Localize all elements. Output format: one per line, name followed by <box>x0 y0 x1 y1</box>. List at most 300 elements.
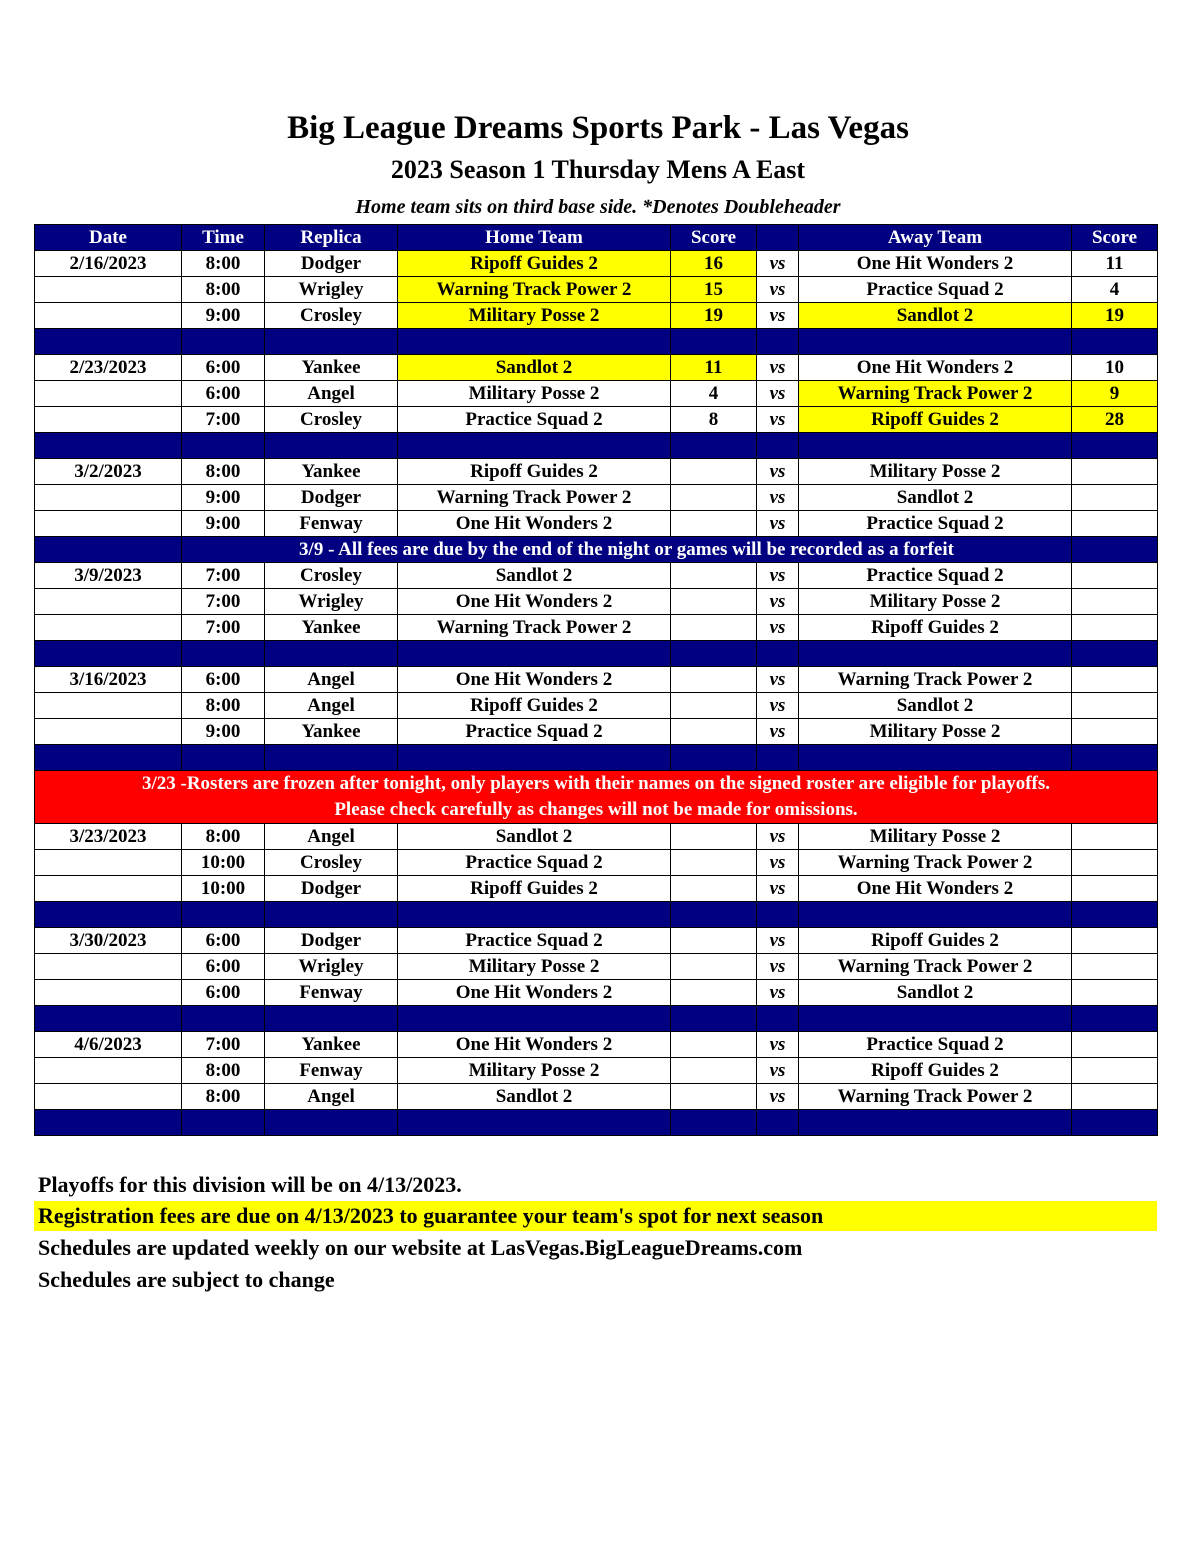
separator-cell <box>182 641 265 667</box>
header-replica: Replica <box>265 225 398 251</box>
time-cell: 6:00 <box>182 928 265 954</box>
time-cell: 6:00 <box>182 381 265 407</box>
date-cell: 2/16/2023 <box>35 251 182 277</box>
home-score-cell: 8 <box>671 407 757 433</box>
date-cell: 3/23/2023 <box>35 824 182 850</box>
separator-cell <box>398 745 671 771</box>
separator-cell <box>757 745 799 771</box>
date-cell <box>35 589 182 615</box>
replica-cell: Angel <box>265 693 398 719</box>
away-team-cell: One Hit Wonders 2 <box>799 355 1072 381</box>
header-time: Time <box>182 225 265 251</box>
vs-cell: vs <box>757 511 799 537</box>
table-row <box>35 954 1158 980</box>
away-team-cell: Warning Track Power 2 <box>799 954 1072 980</box>
away-team-cell: Warning Track Power 2 <box>799 381 1072 407</box>
home-team-cell: Ripoff Guides 2 <box>398 876 671 902</box>
separator-cell <box>671 1110 757 1136</box>
table-row <box>35 407 1158 433</box>
separator-cell <box>671 433 757 459</box>
away-score-cell <box>1072 824 1158 850</box>
away-score-cell: 11 <box>1072 251 1158 277</box>
separator-cell <box>182 433 265 459</box>
date-cell <box>35 980 182 1006</box>
home-score-cell <box>671 511 757 537</box>
vs-cell: vs <box>757 355 799 381</box>
separator-cell <box>35 641 182 667</box>
date-cell <box>35 615 182 641</box>
schedule-body <box>35 251 1158 1136</box>
home-team-cell: Ripoff Guides 2 <box>398 251 671 277</box>
separator-cell <box>757 902 799 928</box>
replica-cell: Yankee <box>265 355 398 381</box>
vs-cell: vs <box>757 1084 799 1110</box>
away-score-cell <box>1072 693 1158 719</box>
vs-cell: vs <box>757 277 799 303</box>
away-team-cell: One Hit Wonders 2 <box>799 251 1072 277</box>
separator-cell <box>757 433 799 459</box>
table-row <box>35 511 1158 537</box>
separator-cell <box>757 1110 799 1136</box>
separator-cell <box>799 641 1072 667</box>
away-score-cell <box>1072 1032 1158 1058</box>
replica-cell: Wrigley <box>265 277 398 303</box>
time-cell: 7:00 <box>182 589 265 615</box>
home-team-cell: One Hit Wonders 2 <box>398 980 671 1006</box>
schedule-table <box>34 224 1158 1136</box>
away-score-cell <box>1072 1058 1158 1084</box>
table-row <box>35 1032 1158 1058</box>
separator-cell <box>182 329 265 355</box>
date-cell <box>35 876 182 902</box>
separator-cell <box>799 329 1072 355</box>
away-score-cell <box>1072 667 1158 693</box>
separator-row <box>35 902 1158 928</box>
replica-cell: Dodger <box>265 251 398 277</box>
separator-cell <box>398 1006 671 1032</box>
vs-cell: vs <box>757 459 799 485</box>
separator-row <box>35 641 1158 667</box>
time-cell: 8:00 <box>182 459 265 485</box>
home-team-cell: Military Posse 2 <box>398 303 671 329</box>
separator-cell <box>35 537 182 563</box>
replica-cell: Angel <box>265 667 398 693</box>
replica-cell: Crosley <box>265 850 398 876</box>
home-team-cell: Sandlot 2 <box>398 824 671 850</box>
table-row <box>35 850 1158 876</box>
separator-cell <box>398 329 671 355</box>
separator-row <box>35 1110 1158 1136</box>
home-team-cell: Sandlot 2 <box>398 563 671 589</box>
vs-cell: vs <box>757 615 799 641</box>
home-team-cell: Warning Track Power 2 <box>398 615 671 641</box>
vs-cell: vs <box>757 251 799 277</box>
away-score-cell <box>1072 589 1158 615</box>
home-team-cell: Warning Track Power 2 <box>398 277 671 303</box>
separator-cell <box>1072 641 1158 667</box>
away-team-cell: Military Posse 2 <box>799 589 1072 615</box>
vs-cell: vs <box>757 667 799 693</box>
separator-cell <box>671 641 757 667</box>
away-team-cell: Ripoff Guides 2 <box>799 407 1072 433</box>
time-cell: 7:00 <box>182 407 265 433</box>
separator-cell <box>1072 537 1158 563</box>
vs-cell: vs <box>757 980 799 1006</box>
vs-cell: vs <box>757 928 799 954</box>
separator-cell <box>265 902 398 928</box>
away-team-cell: Sandlot 2 <box>799 693 1072 719</box>
date-cell: 3/30/2023 <box>35 928 182 954</box>
vs-cell: vs <box>757 407 799 433</box>
home-score-cell <box>671 485 757 511</box>
home-score-cell <box>671 589 757 615</box>
home-team-cell: Practice Squad 2 <box>398 850 671 876</box>
date-cell <box>35 485 182 511</box>
table-row <box>35 485 1158 511</box>
away-score-cell: 19 <box>1072 303 1158 329</box>
separator-cell <box>35 745 182 771</box>
away-score-cell <box>1072 850 1158 876</box>
away-team-cell: Practice Squad 2 <box>799 277 1072 303</box>
replica-cell: Dodger <box>265 928 398 954</box>
separator-cell <box>671 1006 757 1032</box>
home-team-cell: Practice Squad 2 <box>398 928 671 954</box>
home-score-cell <box>671 850 757 876</box>
separator-row <box>35 1006 1158 1032</box>
date-cell <box>35 407 182 433</box>
separator-cell <box>182 1110 265 1136</box>
away-score-cell <box>1072 980 1158 1006</box>
table-row <box>35 693 1158 719</box>
away-team-cell: Ripoff Guides 2 <box>799 1058 1072 1084</box>
schedule-note: Home team sits on third base side. *Denotes Doubleheader <box>355 196 841 218</box>
table-row <box>35 928 1158 954</box>
away-team-cell: Military Posse 2 <box>799 824 1072 850</box>
home-score-cell <box>671 876 757 902</box>
table-row <box>35 667 1158 693</box>
replica-cell: Yankee <box>265 459 398 485</box>
away-team-cell: Military Posse 2 <box>799 719 1072 745</box>
date-cell: 4/6/2023 <box>35 1032 182 1058</box>
vs-cell: vs <box>757 381 799 407</box>
away-team-cell: Military Posse 2 <box>799 459 1072 485</box>
table-row <box>35 381 1158 407</box>
away-score-cell: 9 <box>1072 381 1158 407</box>
time-cell: 8:00 <box>182 693 265 719</box>
time-cell: 9:00 <box>182 719 265 745</box>
vs-cell: vs <box>757 850 799 876</box>
home-score-cell <box>671 719 757 745</box>
away-score-cell <box>1072 928 1158 954</box>
home-score-cell <box>671 615 757 641</box>
home-team-cell: Ripoff Guides 2 <box>398 693 671 719</box>
home-team-cell: One Hit Wonders 2 <box>398 1032 671 1058</box>
replica-cell: Crosley <box>265 407 398 433</box>
time-cell: 7:00 <box>182 563 265 589</box>
separator-cell <box>671 745 757 771</box>
vs-cell: vs <box>757 303 799 329</box>
home-team-cell: Practice Squad 2 <box>398 719 671 745</box>
time-cell: 6:00 <box>182 980 265 1006</box>
away-team-cell: Practice Squad 2 <box>799 511 1072 537</box>
table-row <box>35 615 1158 641</box>
time-cell: 6:00 <box>182 954 265 980</box>
date-cell: 3/9/2023 <box>35 563 182 589</box>
header-away-team: Away Team <box>799 225 1072 251</box>
table-row <box>35 303 1158 329</box>
separator-cell <box>757 329 799 355</box>
separator-cell <box>265 433 398 459</box>
table-row <box>35 1058 1158 1084</box>
home-team-cell: Military Posse 2 <box>398 1058 671 1084</box>
table-row <box>35 563 1158 589</box>
home-team-cell: One Hit Wonders 2 <box>398 511 671 537</box>
home-team-cell: Military Posse 2 <box>398 954 671 980</box>
date-cell: 3/2/2023 <box>35 459 182 485</box>
replica-cell: Angel <box>265 824 398 850</box>
away-team-cell: Practice Squad 2 <box>799 563 1072 589</box>
away-team-cell: Sandlot 2 <box>799 485 1072 511</box>
away-score-cell <box>1072 511 1158 537</box>
separator-cell <box>182 745 265 771</box>
roster-notice-row <box>35 771 1158 824</box>
away-team-cell: Sandlot 2 <box>799 303 1072 329</box>
away-score-cell <box>1072 876 1158 902</box>
replica-cell: Crosley <box>265 563 398 589</box>
replica-cell: Yankee <box>265 1032 398 1058</box>
separator-cell <box>265 745 398 771</box>
vs-cell: vs <box>757 589 799 615</box>
home-score-cell <box>671 1032 757 1058</box>
away-team-cell: Practice Squad 2 <box>799 1032 1072 1058</box>
separator-cell <box>35 433 182 459</box>
vs-cell: vs <box>757 1058 799 1084</box>
separator-cell <box>757 641 799 667</box>
separator-cell <box>757 1006 799 1032</box>
time-cell: 9:00 <box>182 511 265 537</box>
separator-cell <box>35 902 182 928</box>
vs-cell: vs <box>757 876 799 902</box>
separator-cell <box>182 902 265 928</box>
separator-cell <box>799 902 1072 928</box>
separator-row <box>35 433 1158 459</box>
separator-cell <box>799 433 1072 459</box>
home-score-cell: 11 <box>671 355 757 381</box>
separator-cell <box>1072 433 1158 459</box>
footer-registration: Registration fees are due on 4/13/2023 to guarantee your team's spot for next season <box>34 1201 1157 1231</box>
separator-row <box>35 329 1158 355</box>
separator-cell <box>398 902 671 928</box>
home-score-cell <box>671 928 757 954</box>
footer-subject-to-change: Schedules are subject to change <box>38 1267 335 1292</box>
home-team-cell: One Hit Wonders 2 <box>398 589 671 615</box>
home-score-cell <box>671 1084 757 1110</box>
separator-cell <box>265 329 398 355</box>
replica-cell: Dodger <box>265 485 398 511</box>
away-score-cell <box>1072 719 1158 745</box>
home-team-cell: Sandlot 2 <box>398 355 671 381</box>
away-team-cell: Ripoff Guides 2 <box>799 615 1072 641</box>
time-cell: 8:00 <box>182 251 265 277</box>
replica-cell: Yankee <box>265 719 398 745</box>
table-row <box>35 277 1158 303</box>
separator-cell <box>35 329 182 355</box>
table-row <box>35 355 1158 381</box>
vs-cell: vs <box>757 1032 799 1058</box>
footer-website: Schedules are updated weekly on our website at LasVegas.BigLeagueDreams.com <box>38 1235 803 1260</box>
away-score-cell <box>1072 459 1158 485</box>
home-team-cell: Warning Track Power 2 <box>398 485 671 511</box>
time-cell: 8:00 <box>182 277 265 303</box>
time-cell: 6:00 <box>182 355 265 381</box>
time-cell: 6:00 <box>182 667 265 693</box>
date-cell: 2/23/2023 <box>35 355 182 381</box>
separator-row <box>35 745 1158 771</box>
away-team-cell: Sandlot 2 <box>799 980 1072 1006</box>
vs-cell: vs <box>757 485 799 511</box>
table-row <box>35 824 1158 850</box>
separator-cell <box>1072 329 1158 355</box>
time-cell: 10:00 <box>182 850 265 876</box>
separator-cell <box>671 329 757 355</box>
replica-cell: Yankee <box>265 615 398 641</box>
separator-cell <box>265 1110 398 1136</box>
home-team-cell: Sandlot 2 <box>398 1084 671 1110</box>
separator-cell <box>35 1006 182 1032</box>
away-team-cell: Warning Track Power 2 <box>799 667 1072 693</box>
vs-cell: vs <box>757 693 799 719</box>
table-row <box>35 459 1158 485</box>
time-cell: 10:00 <box>182 876 265 902</box>
table-row <box>35 589 1158 615</box>
time-cell: 9:00 <box>182 485 265 511</box>
time-cell: 8:00 <box>182 824 265 850</box>
replica-cell: Fenway <box>265 511 398 537</box>
separator-cell <box>398 433 671 459</box>
footer-playoffs: Playoffs for this division will be on 4/13/2023. <box>38 1172 462 1197</box>
date-cell: 3/16/2023 <box>35 667 182 693</box>
header-date: Date <box>35 225 182 251</box>
replica-cell: Fenway <box>265 980 398 1006</box>
home-score-cell <box>671 693 757 719</box>
vs-cell: vs <box>757 719 799 745</box>
home-score-cell: 19 <box>671 303 757 329</box>
separator-cell <box>1072 1006 1158 1032</box>
date-cell <box>35 693 182 719</box>
header-home-score: Score <box>671 225 757 251</box>
date-cell <box>35 511 182 537</box>
header-away-score: Score <box>1072 225 1158 251</box>
time-cell: 7:00 <box>182 615 265 641</box>
table-row <box>35 251 1158 277</box>
replica-cell: Angel <box>265 1084 398 1110</box>
time-cell: 7:00 <box>182 1032 265 1058</box>
table-row <box>35 980 1158 1006</box>
away-score-cell <box>1072 954 1158 980</box>
vs-cell: vs <box>757 824 799 850</box>
separator-cell <box>182 1006 265 1032</box>
separator-cell <box>265 641 398 667</box>
home-score-cell: 15 <box>671 277 757 303</box>
header-vs <box>757 225 799 251</box>
away-score-cell <box>1072 563 1158 589</box>
home-score-cell <box>671 980 757 1006</box>
table-row <box>35 719 1158 745</box>
away-score-cell <box>1072 485 1158 511</box>
replica-cell: Wrigley <box>265 954 398 980</box>
home-team-cell: Military Posse 2 <box>398 381 671 407</box>
separator-cell <box>1072 745 1158 771</box>
replica-cell: Dodger <box>265 876 398 902</box>
date-cell <box>35 303 182 329</box>
vs-cell: vs <box>757 954 799 980</box>
home-score-cell <box>671 563 757 589</box>
date-cell <box>35 954 182 980</box>
replica-cell: Angel <box>265 381 398 407</box>
date-cell <box>35 850 182 876</box>
away-team-cell: Ripoff Guides 2 <box>799 928 1072 954</box>
page-title: Big League Dreams Sports Park - Las Vegas <box>287 110 909 146</box>
home-score-cell <box>671 667 757 693</box>
away-team-cell: One Hit Wonders 2 <box>799 876 1072 902</box>
home-score-cell <box>671 824 757 850</box>
table-row <box>35 1084 1158 1110</box>
date-cell <box>35 381 182 407</box>
time-cell: 8:00 <box>182 1058 265 1084</box>
away-score-cell: 4 <box>1072 277 1158 303</box>
away-team-cell: Warning Track Power 2 <box>799 850 1072 876</box>
home-score-cell <box>671 954 757 980</box>
header-row <box>35 225 1158 251</box>
home-score-cell: 16 <box>671 251 757 277</box>
away-team-cell: Warning Track Power 2 <box>799 1084 1072 1110</box>
header-home-team: Home Team <box>398 225 671 251</box>
replica-cell: Fenway <box>265 1058 398 1084</box>
time-cell: 9:00 <box>182 303 265 329</box>
separator-cell <box>35 1110 182 1136</box>
home-score-cell <box>671 459 757 485</box>
separator-cell <box>1072 1110 1158 1136</box>
separator-cell <box>671 902 757 928</box>
home-team-cell: Ripoff Guides 2 <box>398 459 671 485</box>
separator-cell <box>265 1006 398 1032</box>
roster-notice <box>35 771 1158 824</box>
table-row <box>35 876 1158 902</box>
date-cell <box>35 1084 182 1110</box>
replica-cell: Wrigley <box>265 589 398 615</box>
time-cell: 8:00 <box>182 1084 265 1110</box>
away-score-cell: 28 <box>1072 407 1158 433</box>
vs-cell: vs <box>757 563 799 589</box>
roster-notice-line-2: Please check carefully as changes will not be made for omissions. <box>334 799 858 820</box>
separator-cell <box>799 745 1072 771</box>
notice-row <box>35 537 1158 563</box>
date-cell <box>35 719 182 745</box>
home-score-cell: 4 <box>671 381 757 407</box>
separator-cell <box>799 1006 1072 1032</box>
away-score-cell: 10 <box>1072 355 1158 381</box>
separator-cell <box>1072 902 1158 928</box>
home-team-cell: Practice Squad 2 <box>398 407 671 433</box>
away-score-cell <box>1072 615 1158 641</box>
date-cell <box>35 277 182 303</box>
replica-cell: Crosley <box>265 303 398 329</box>
fees-notice: 3/9 - All fees are due by the end of the night or games will be recorded as a forfeit <box>182 537 1072 563</box>
away-score-cell <box>1072 1084 1158 1110</box>
date-cell <box>35 1058 182 1084</box>
separator-cell <box>398 641 671 667</box>
home-score-cell <box>671 1058 757 1084</box>
